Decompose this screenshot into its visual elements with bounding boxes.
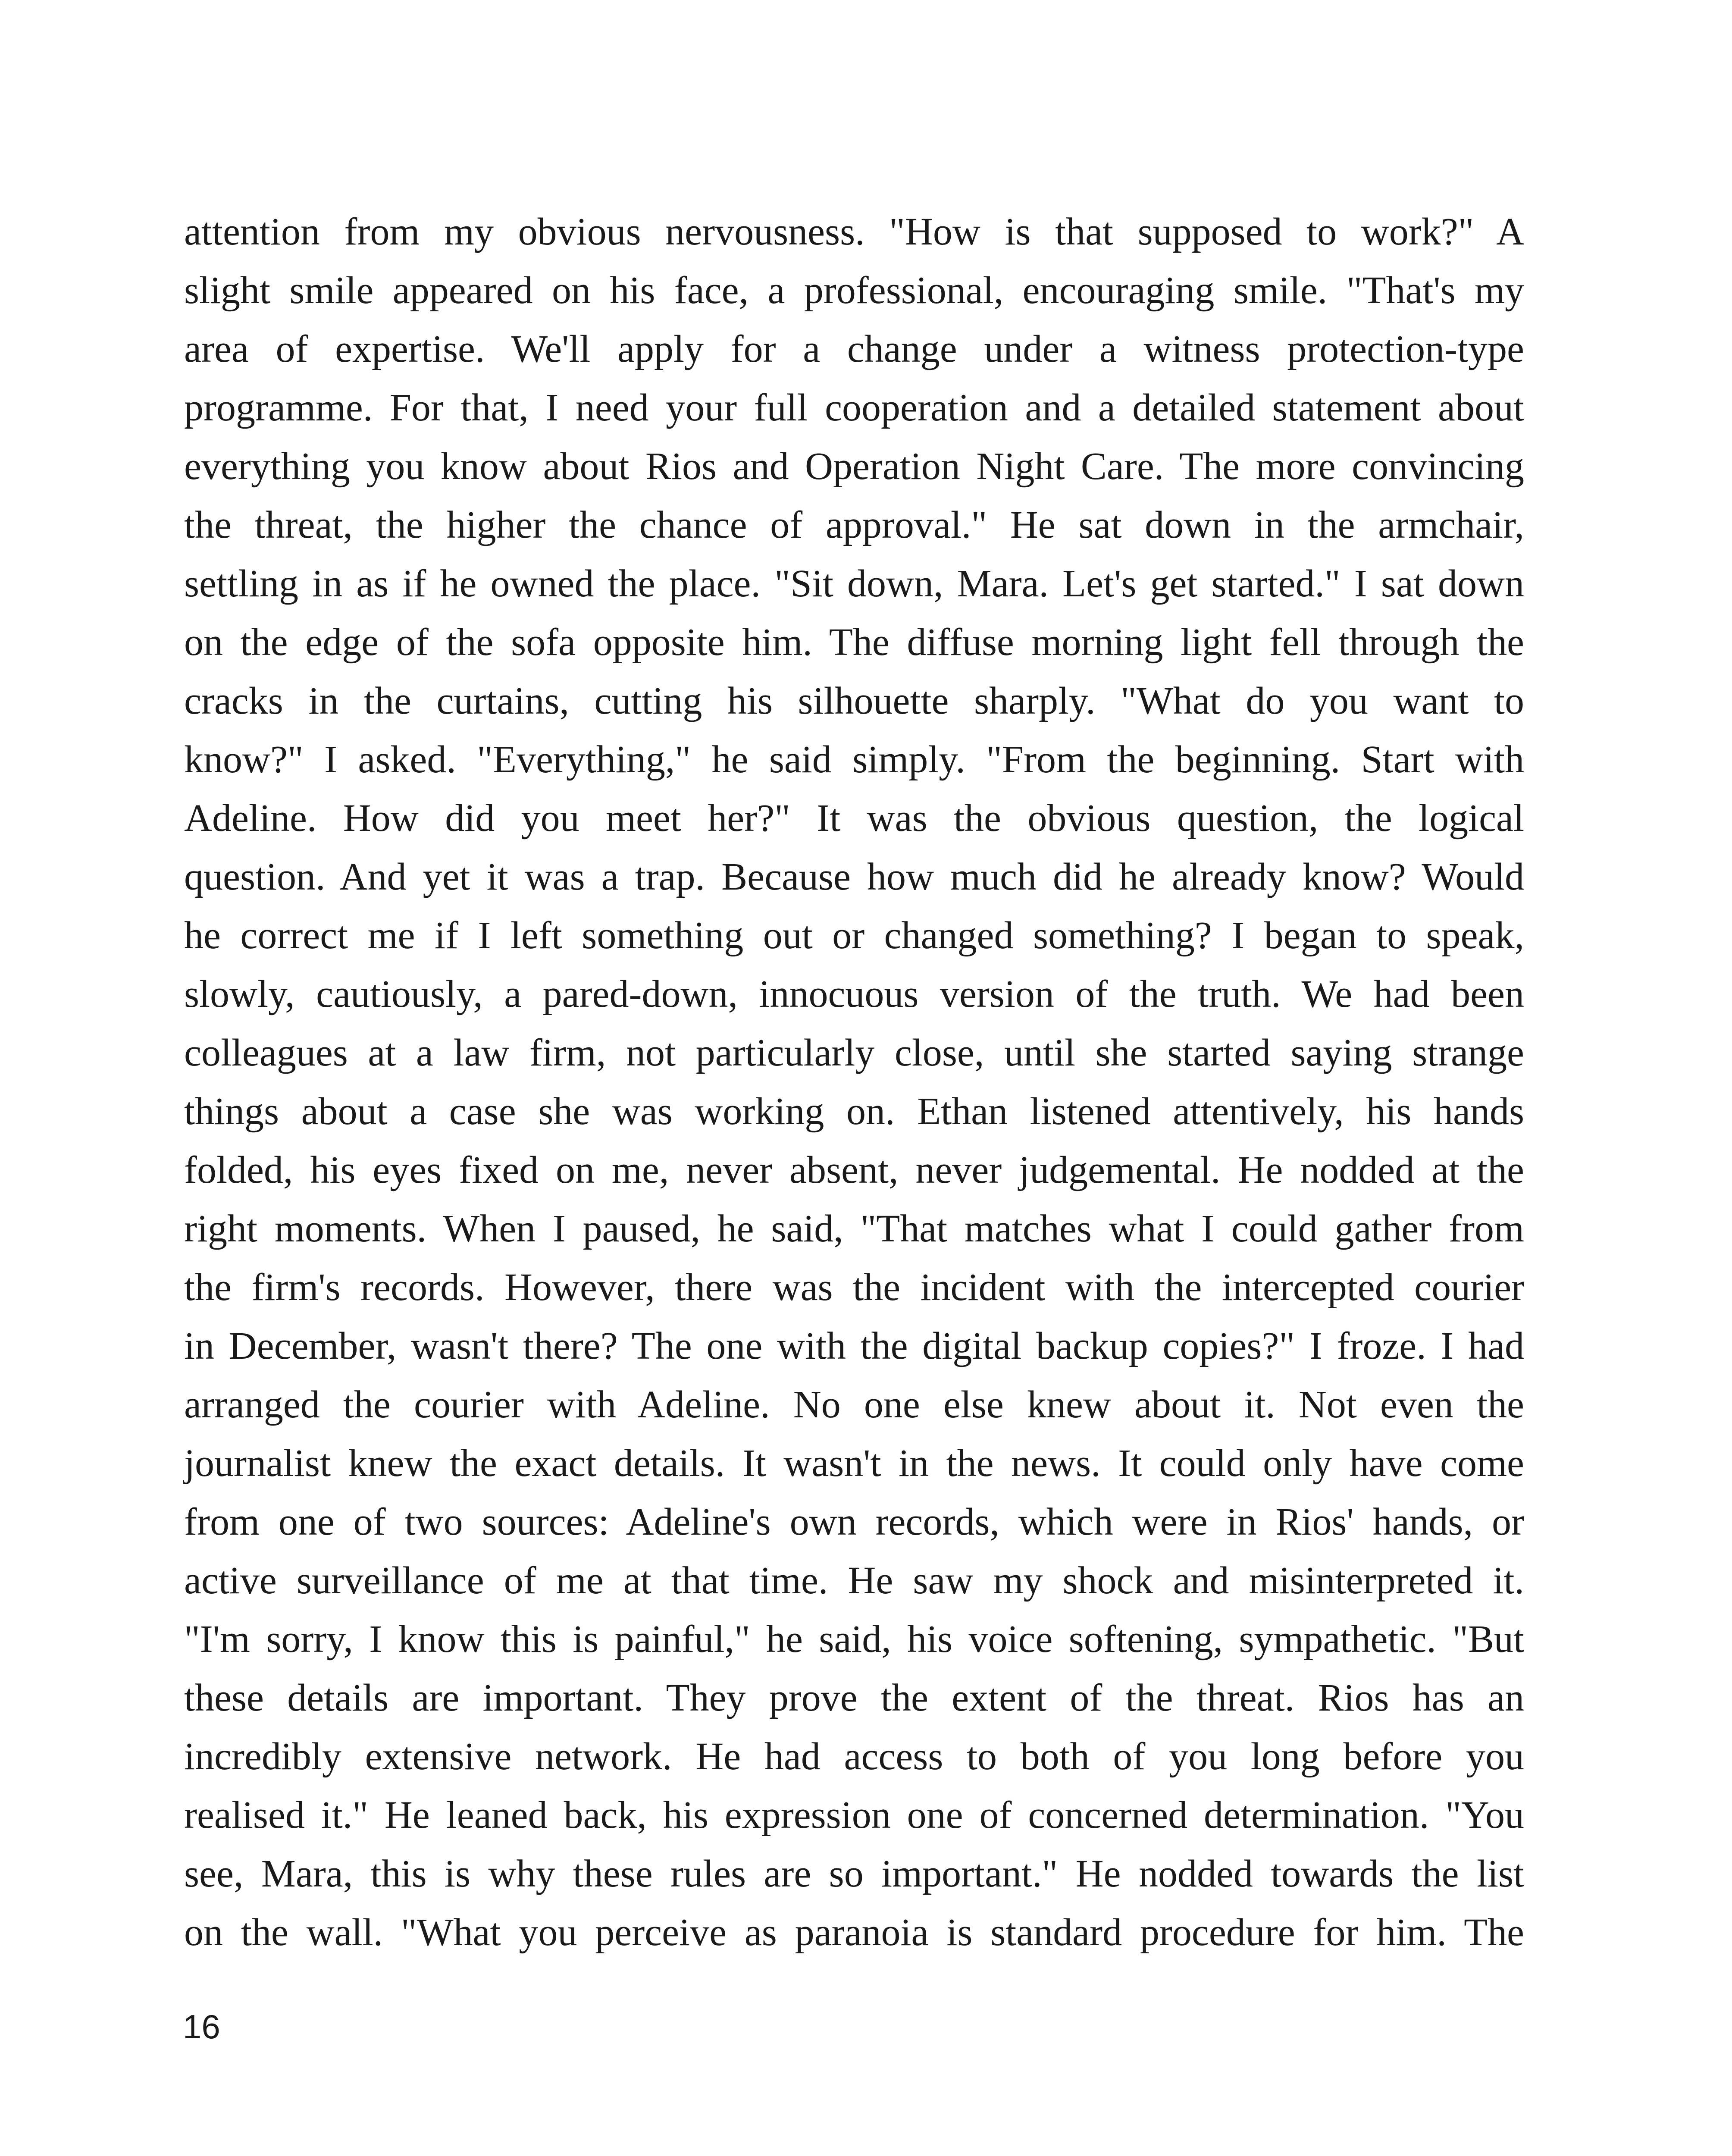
text-line: programme. For that, I need your full cooperation and a detailed statement about — [184, 386, 1524, 429]
text-line: know?" I asked. "Everything," he said simply. "From the beginning. Start with — [184, 738, 1524, 781]
text-line: slowly, cautiously, a pared-down, innocuous version of the truth. We had been — [184, 973, 1524, 1015]
text-line: these details are important. They prove the extent of the threat. Rios has an — [184, 1677, 1524, 1719]
text-line: the threat, the higher the chance of approval." He sat down in the armchair, — [184, 504, 1524, 546]
text-line: attention from my obvious nervousness. "How is that supposed to work?" A — [184, 210, 1524, 253]
text-line: he correct me if I left something out or changed something? I began to speak, — [184, 914, 1524, 957]
body-text — [184, 203, 1524, 1962]
text-line: the firm's records. However, there was the incident with the intercepted courier — [184, 1266, 1524, 1309]
text-line: question. And yet it was a trap. Because how much did he already know? Would — [184, 856, 1524, 898]
text-line: cracks in the curtains, cutting his silhouette sharply. "What do you want to — [184, 680, 1524, 722]
text-line: on the wall. "What you perceive as paranoia is standard procedure for him. The — [184, 1911, 1524, 1954]
text-line: arranged the courier with Adeline. No one else knew about it. Not even the — [184, 1383, 1524, 1426]
text-line: in December, wasn't there? The one with the digital backup copies?" I froze. I had — [184, 1325, 1524, 1367]
text-line: see, Mara, this is why these rules are so important." He nodded towards the list — [184, 1852, 1524, 1895]
page-number: 16 — [183, 2008, 220, 2046]
text-line: colleagues at a law firm, not particularly close, until she started saying strange — [184, 1031, 1524, 1074]
text-line: incredibly extensive network. He had access to both of you long before you — [184, 1735, 1524, 1778]
text-line: slight smile appeared on his face, a professional, encouraging smile. "That's my — [184, 269, 1524, 312]
text-line: area of expertise. We'll apply for a change under a witness protection-type — [184, 328, 1524, 370]
text-line: "I'm sorry, I know this is painful," he said, his voice softening, sympathetic. "But — [184, 1618, 1524, 1661]
text-line: right moments. When I paused, he said, "That matches what I could gather from — [184, 1207, 1524, 1250]
text-line: realised it." He leaned back, his expression one of concerned determination. "You — [184, 1794, 1524, 1836]
text-line: journalist knew the exact details. It wasn't in the news. It could only have come — [184, 1442, 1524, 1485]
text-line: active surveillance of me at that time. He saw my shock and misinterpreted it. — [184, 1559, 1524, 1602]
text-line: folded, his eyes fixed on me, never absent, never judgemental. He nodded at the — [184, 1149, 1524, 1191]
text-line: everything you know about Rios and Operation Night Care. The more convincing — [184, 445, 1524, 488]
text-line: settling in as if he owned the place. "Sit down, Mara. Let's get started." I sat down — [184, 562, 1524, 605]
text-line: Adeline. How did you meet her?" It was the obvious question, the logical — [184, 797, 1524, 840]
text-line: on the edge of the sofa opposite him. The diffuse morning light fell through the — [184, 621, 1524, 664]
text-line: things about a case she was working on. Ethan listened attentively, his hands — [184, 1090, 1524, 1133]
text-line: from one of two sources: Adeline's own records, which were in Rios' hands, or — [184, 1501, 1524, 1543]
